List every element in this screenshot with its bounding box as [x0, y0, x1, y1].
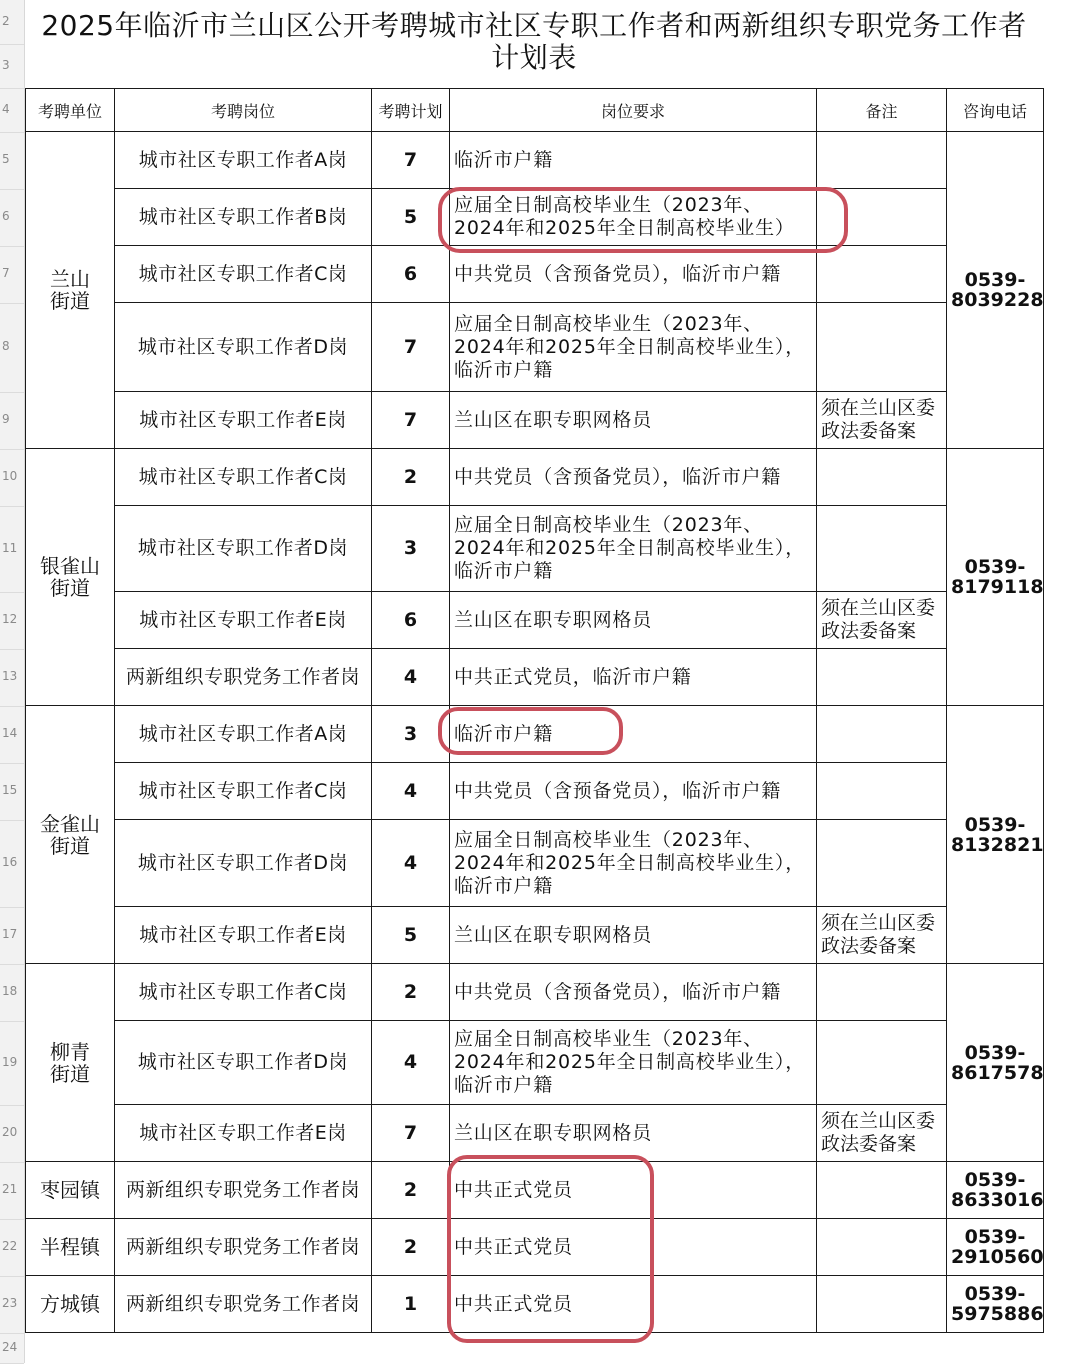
plan-cell: 4 [372, 649, 450, 706]
note-cell [817, 763, 947, 820]
row-divider [0, 1276, 24, 1277]
post-cell: 两新组织专职党务工作者岗 [115, 1162, 372, 1219]
requirement-cell: 临沂市户籍 [450, 706, 817, 763]
requirement-cell: 兰山区在职专职网格员 [450, 592, 817, 649]
requirement-cell: 应届全日制高校毕业生（2023年、2024年和2025年全日制高校毕业生），临沂市户籍 [450, 303, 817, 392]
post-cell: 城市社区专职工作者B岗 [115, 189, 372, 246]
table-row [26, 907, 1044, 964]
title-line-1: 2025年临沂市兰山区公开考聘城市社区专职工作者和两新组织专职党务工作者 [41, 9, 1027, 42]
unit-cell: 枣园镇 [26, 1162, 115, 1219]
row-divider [0, 88, 24, 89]
requirement-cell: 中共正式党员 [450, 1276, 817, 1333]
post-cell: 城市社区专职工作者E岗 [115, 907, 372, 964]
row-divider [0, 449, 24, 450]
requirement-cell: 应届全日制高校毕业生（2023年、2024年和2025年全日制高校毕业生），临沂市户籍 [450, 1021, 817, 1105]
spreadsheet [25, 0, 1080, 1363]
note-cell [817, 964, 947, 1021]
row-divider [0, 763, 24, 764]
header-post: 考聘岗位 [115, 89, 372, 132]
phone-cell: 0539- 2910560 [947, 1219, 1044, 1276]
row-divider [0, 506, 24, 507]
row-number[interactable]: 23 [2, 1296, 18, 1310]
row-divider [0, 820, 24, 821]
table-row [26, 392, 1044, 449]
requirement-cell: 临沂市户籍 [450, 132, 817, 189]
post-cell: 城市社区专职工作者C岗 [115, 449, 372, 506]
requirement-cell: 兰山区在职专职网格员 [450, 1105, 817, 1162]
plan-cell: 3 [372, 506, 450, 592]
note-cell [817, 132, 947, 189]
requirement-cell: 应届全日制高校毕业生（2023年、2024年和2025年全日制高校毕业生），临沂市户籍 [450, 506, 817, 592]
requirement-cell: 中共正式党员 [450, 1219, 817, 1276]
row-number[interactable]: 13 [2, 669, 18, 683]
row-number[interactable]: 7 [2, 266, 10, 280]
plan-cell: 6 [372, 246, 450, 303]
note-cell: 须在兰山区委政法委备案 [817, 592, 947, 649]
note-cell: 须在兰山区委政法委备案 [817, 392, 947, 449]
note-cell [817, 1162, 947, 1219]
table-row [26, 1162, 1044, 1219]
row-divider [0, 392, 24, 393]
row-number[interactable]: 20 [2, 1125, 18, 1139]
row-divider [0, 706, 24, 707]
post-cell: 城市社区专职工作者D岗 [115, 1021, 372, 1105]
header-row [26, 89, 1044, 132]
phone-cell: 0539- 8617578 [947, 964, 1044, 1162]
requirement-cell: 中共党员（含预备党员），临沂市户籍 [450, 964, 817, 1021]
post-cell: 两新组织专职党务工作者岗 [115, 1219, 372, 1276]
plan-cell: 7 [372, 1105, 450, 1162]
row-number[interactable]: 15 [2, 783, 18, 797]
requirement-cell: 应届全日制高校毕业生（2023年、2024年和2025年全日制高校毕业生），临沂市户籍 [450, 820, 817, 907]
phone-cell: 0539- 5975886 [947, 1276, 1044, 1333]
table-row [26, 820, 1044, 907]
row-divider [0, 303, 24, 304]
row-divider [0, 1105, 24, 1106]
header-note: 备注 [817, 89, 947, 132]
plan-cell: 2 [372, 964, 450, 1021]
table-row [26, 1105, 1044, 1162]
row-number[interactable]: 22 [2, 1239, 18, 1253]
row-divider [0, 44, 24, 45]
post-cell: 两新组织专职党务工作者岗 [115, 1276, 372, 1333]
row-number[interactable]: 2 [2, 14, 10, 28]
unit-cell: 柳青 街道 [26, 964, 115, 1162]
table-row [26, 303, 1044, 392]
header-plan: 考聘计划 [372, 89, 450, 132]
requirement-cell: 应届全日制高校毕业生（2023年、2024年和2025年全日制高校毕业生） [450, 189, 817, 246]
plan-cell: 4 [372, 820, 450, 907]
row-number[interactable]: 5 [2, 152, 10, 166]
phone-cell: 0539- 8633016 [947, 1162, 1044, 1219]
row-divider [0, 1219, 24, 1220]
requirement-cell: 中共党员（含预备党员），临沂市户籍 [450, 763, 817, 820]
table-row [26, 1021, 1044, 1105]
header-requirement: 岗位要求 [450, 89, 817, 132]
note-cell [817, 649, 947, 706]
table-row [26, 964, 1044, 1021]
plan-cell: 2 [372, 1219, 450, 1276]
note-cell: 须在兰山区委政法委备案 [817, 907, 947, 964]
unit-cell: 银雀山 街道 [26, 449, 115, 706]
post-cell: 城市社区专职工作者E岗 [115, 592, 372, 649]
requirement-cell: 中共党员（含预备党员），临沂市户籍 [450, 246, 817, 303]
post-cell: 城市社区专职工作者E岗 [115, 1105, 372, 1162]
row-number[interactable]: 3 [2, 58, 10, 72]
table-row [26, 1219, 1044, 1276]
unit-cell: 兰山 街道 [26, 132, 115, 449]
post-cell: 两新组织专职党务工作者岗 [115, 649, 372, 706]
note-cell [817, 506, 947, 592]
phone-cell: 0539- 8132821 [947, 706, 1044, 964]
post-cell: 城市社区专职工作者D岗 [115, 303, 372, 392]
table-row [26, 592, 1044, 649]
row-number[interactable]: 19 [2, 1054, 18, 1069]
post-cell: 城市社区专职工作者C岗 [115, 964, 372, 1021]
plan-cell: 2 [372, 449, 450, 506]
requirement-cell: 中共正式党员 [450, 1162, 817, 1219]
note-cell [817, 706, 947, 763]
row-divider [0, 649, 24, 650]
table-row [26, 132, 1044, 189]
table-row [26, 706, 1044, 763]
page-title [25, 0, 1043, 88]
row-number[interactable]: 17 [2, 927, 18, 941]
table-row [26, 649, 1044, 706]
post-cell: 城市社区专职工作者A岗 [115, 706, 372, 763]
unit-cell: 半程镇 [26, 1219, 115, 1276]
row-number[interactable]: 12 [2, 612, 18, 626]
plan-cell: 6 [372, 592, 450, 649]
plan-cell: 2 [372, 1162, 450, 1219]
requirement-cell: 中共党员（含预备党员），临沂市户籍 [450, 449, 817, 506]
plan-cell: 3 [372, 706, 450, 763]
phone-cell: 0539- 8179118 [947, 449, 1044, 706]
row-divider [0, 592, 24, 593]
table-row [26, 189, 1044, 246]
row-divider [0, 1162, 24, 1163]
note-cell [817, 1276, 947, 1333]
row-number[interactable]: 9 [2, 412, 10, 426]
row-number[interactable]: 11 [2, 540, 18, 555]
plan-cell: 5 [372, 189, 450, 246]
table-row [26, 246, 1044, 303]
row-number[interactable]: 10 [2, 469, 18, 483]
header-phone: 咨询电话 [947, 89, 1044, 132]
table-row [26, 763, 1044, 820]
post-cell: 城市社区专职工作者D岗 [115, 506, 372, 592]
plan-cell: 4 [372, 763, 450, 820]
plan-cell: 7 [372, 303, 450, 392]
requirement-cell: 兰山区在职专职网格员 [450, 392, 817, 449]
row-number[interactable]: 16 [2, 855, 18, 869]
post-cell: 城市社区专职工作者C岗 [115, 763, 372, 820]
row-number-gutter [0, 0, 25, 1363]
row-number[interactable]: 14 [2, 726, 18, 740]
row-divider [0, 1021, 24, 1022]
plan-cell: 4 [372, 1021, 450, 1105]
row-number[interactable]: 6 [2, 209, 10, 223]
note-cell [817, 189, 947, 246]
row-divider [0, 132, 24, 133]
row-number[interactable]: 8 [2, 339, 10, 353]
requirement-cell: 中共正式党员，临沂市户籍 [450, 649, 817, 706]
post-cell: 城市社区专职工作者C岗 [115, 246, 372, 303]
note-cell [817, 246, 947, 303]
row-divider [0, 907, 24, 908]
unit-cell: 方城镇 [26, 1276, 115, 1333]
note-cell: 须在兰山区委政法委备案 [817, 1105, 947, 1162]
header-unit: 考聘单位 [26, 89, 115, 132]
row-number[interactable]: 21 [2, 1182, 18, 1196]
post-cell: 城市社区专职工作者E岗 [115, 392, 372, 449]
plan-cell: 5 [372, 907, 450, 964]
plan-cell: 7 [372, 132, 450, 189]
unit-cell: 金雀山 街道 [26, 706, 115, 964]
row-divider [0, 964, 24, 965]
row-divider [0, 189, 24, 190]
plan-table [25, 88, 1044, 1333]
row-divider [0, 246, 24, 247]
table-row [26, 1276, 1044, 1333]
row-number[interactable]: 4 [2, 102, 10, 116]
table-row [26, 506, 1044, 592]
plan-cell: 7 [372, 392, 450, 449]
title-line-2: 计划表 [491, 41, 577, 74]
post-cell: 城市社区专职工作者D岗 [115, 820, 372, 907]
post-cell: 城市社区专职工作者A岗 [115, 132, 372, 189]
row-number[interactable]: 24 [2, 1339, 18, 1354]
table-row [26, 449, 1044, 506]
row-divider [0, 1333, 24, 1334]
note-cell [817, 449, 947, 506]
note-cell [817, 303, 947, 392]
note-cell [817, 820, 947, 907]
phone-cell: 0539- 8039228 [947, 132, 1044, 449]
plan-cell: 1 [372, 1276, 450, 1333]
requirement-cell: 兰山区在职专职网格员 [450, 907, 817, 964]
row-number[interactable]: 18 [2, 984, 18, 998]
note-cell [817, 1021, 947, 1105]
note-cell [817, 1219, 947, 1276]
